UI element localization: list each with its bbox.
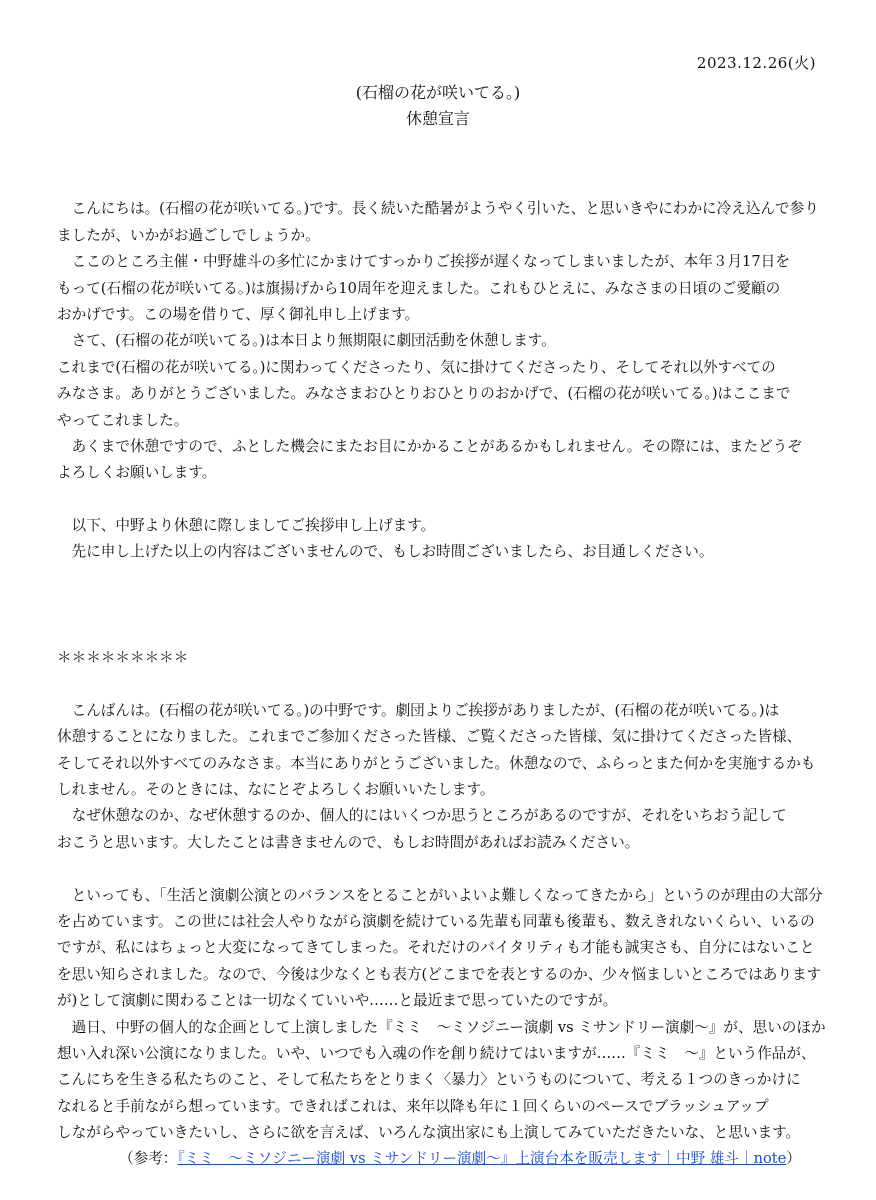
body-line: そしてそれ以外すべてのみなさま。本当にありがとうございました。休憩なので、ふらっとまた何かを実施するかも [57, 754, 816, 772]
body-line: 休憩することになりました。これまでご参加くださった皆様、ご覧くださった皆様、気に掛けてくださった皆様、 [57, 728, 802, 746]
body-line: といっても、「生活と演劇公演とのバランスをとることがいよいよ難しくなってきたから」というのが理由の大部分 [57, 886, 823, 904]
body-line: ですが、私にはちょっと大変になってきてしまった。それだけのバイタリティも才能も誠実さも、自分にはないこと [57, 939, 815, 957]
body-line: 以下、中野より休憩に際しましてご挨拶申し上げます。 [57, 517, 436, 535]
body-line: を占めています。この世には社会人やりながら演劇を続けている先輩も同輩も後輩も、数えきれないくらい、いるの [57, 912, 815, 930]
body-line: を思い知らされました。なので、今後は少なくとも表方(どこまでを表とするのか、少々悩ましいところではあります [57, 965, 822, 983]
body-line: あくまで休憩ですので、ふとした機会にまたお目にかかることがあるかもしれません。その際には、またどうぞ [57, 437, 802, 455]
body-line: なぜ休憩なのか、なぜ休憩するのか、個人的にはいくつか思うところがあるのですが、それをいちおう記して [57, 807, 787, 825]
reference-line [57, 1146, 827, 1172]
body-line: これまで(石榴の花が咲いてる。)に関わってくださったり、気に掛けてくださったり、そしてそれ以外すべての [57, 358, 776, 376]
blank-line [57, 592, 827, 618]
document-body [57, 170, 827, 1173]
body-line: おかげです。この場を借りて、厚く御礼申し上げます。 [57, 305, 420, 323]
body-line: ましたが、いかがお過ごしでしょうか。 [57, 226, 320, 244]
document-title: 休憩宣言 [405, 109, 470, 128]
note-script-sale-link[interactable]: 『ミミ 〜ミソジニー演劇 vs ミサンドリー演劇〜』上演台本を販売します｜中野 雄斗｜note [177, 1150, 787, 1168]
body-line: なれると手前ながら想っています。できればこれは、来年以降も年に１回くらいのペースでブラッシュアップ [57, 1097, 769, 1115]
blank-line [57, 671, 827, 697]
body-line: みなさま。ありがとうございました。みなさまおひとりおひとりのおかげで、(石榴の花が咲いてる。)はここまで [57, 385, 791, 403]
body-line: こんばんは。(石榴の花が咲いてる。)の中野です。劇団よりご挨拶がありましたが、(石榴の花が咲いてる。)は [57, 701, 780, 719]
body-line: こんにちを生きる私たちのこと、そして私たちをとりまく〈暴力〉というものについて、考える１つのきっかけに [57, 1071, 801, 1089]
body-line: ＊＊＊＊＊＊＊＊＊ [57, 649, 189, 667]
blank-line [57, 487, 827, 513]
blank-line [57, 619, 827, 645]
body-line: が)として演劇に関わることは一切なくていいや……と最近まで思っていたのですが。 [57, 992, 618, 1010]
reference-suffix: ） [786, 1150, 801, 1168]
blank-line [57, 856, 827, 882]
body-line: こんにちは。(石榴の花が咲いてる。)です。長く続いた酷暑がようやく引いた、と思いきやにわかに冷え込んで参り [57, 200, 819, 218]
body-line: もって(石榴の花が咲いてる。)は旗揚げから10周年を迎えました。これもひとえに、みなさまの日頃のご愛顧の [57, 279, 781, 297]
body-line: よろしくお願いします。 [57, 464, 217, 482]
blank-line [57, 170, 827, 196]
reference-prefix: （参考： [119, 1150, 178, 1168]
body-line: しれません。そのときには、なにとぞよろしくお願いいたします。 [57, 780, 495, 798]
body-line: ここのところ主催・中野雄斗の多忙にかまけてすっかりご挨拶が遅くなってしまいましたが、本年３月17日を [57, 253, 790, 271]
body-line: 過日、中野の個人的な企画として上演しました『ミミ 〜ミソジニー演劇 vs ミサンドリー演劇〜』が、思いのほか [57, 1018, 826, 1036]
body-line: 想い入れ深い公演になりました。いや、いつでも入魂の作を創り続けてはいますが……『ミミ 〜』という作品が、 [57, 1044, 816, 1062]
body-line: しながらやっていきたいし、さらに欲を言えば、いろんな演出家にも上演してみていただきたいな、と思います。 [57, 1124, 801, 1142]
body-line: やってこれました。 [57, 411, 189, 429]
body-line: おこうと思います。大したことは書きませんので、もしお時間があればお読みください。 [57, 833, 640, 851]
troupe-name-title: (石榴の花が咲いてる。) [355, 83, 521, 102]
blank-line [57, 566, 827, 592]
body-line: さて、(石榴の花が咲いてる。)は本日より無期限に劇団活動を休憩します。 [57, 332, 556, 350]
body-line: 先に申し上げた以上の内容はございませんので、もしお時間ございましたら、お目通しください。 [57, 543, 714, 561]
document-date: 2023.12.26(火) [696, 54, 816, 72]
